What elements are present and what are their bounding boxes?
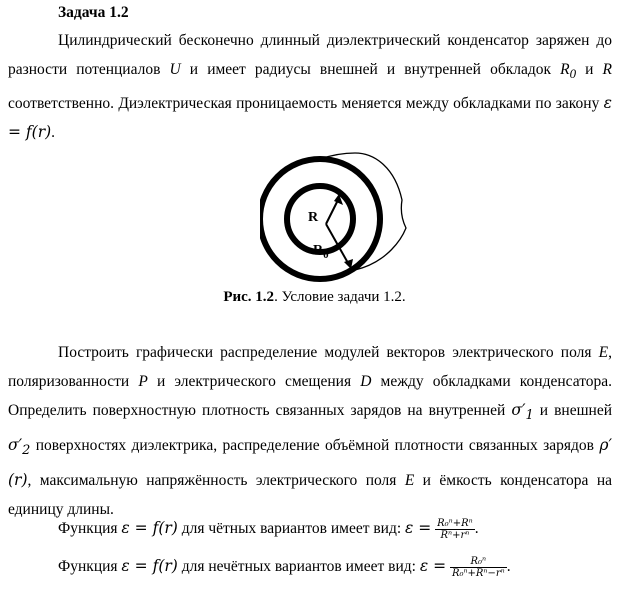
- symbol-sigma1: $\sigma'_1$: [511, 401, 534, 424]
- fraction-denominator: Rⁿ+rⁿ: [440, 530, 470, 541]
- symbol-rho: ρ′(r): [8, 436, 612, 489]
- epsilon-law: ε = f(r): [121, 557, 178, 576]
- symbol-sigma2: $\sigma'_2$: [8, 436, 31, 459]
- task-text-part: Построить графически распределение модулей векторов электрического поля: [58, 344, 599, 361]
- label-R: R: [308, 210, 319, 225]
- formula-text: Функция: [58, 558, 122, 576]
- symbol-R: R: [602, 60, 612, 78]
- task-text-part: между обкладками конденсатора. Определить поверхностную плотность связанных зарядов на внутренней: [8, 372, 613, 420]
- symbol-P: P: [138, 372, 148, 390]
- fraction-numerator: R₀ⁿ+Rⁿ: [437, 518, 473, 529]
- caption-text: . Условие задачи 1.2.: [274, 289, 406, 305]
- statement-text: и имеет радиусы внешней и внутренней обкладок: [180, 60, 561, 78]
- formula-even-line: [58, 518, 479, 541]
- task-text-part: и внешней: [533, 402, 612, 420]
- task-text-part: поверхностях диэлектрика, распределение объёмной плотности связанных зарядов: [30, 437, 600, 455]
- figure-caption: [0, 289, 629, 306]
- formula-end: .: [506, 558, 511, 576]
- formula-text: для чётных вариантов имеет вид:: [177, 520, 406, 538]
- task-text-part: и электрического смещения: [147, 372, 361, 390]
- symbol-D: D: [360, 372, 372, 390]
- problem-statement: [8, 27, 612, 148]
- symbol-E-max: E: [404, 472, 415, 489]
- symbol-R0: $R_0$: [560, 60, 577, 81]
- formula-text: для нечётных вариантов имеет вид:: [177, 558, 420, 576]
- formula-text: Функция: [58, 520, 122, 538]
- formula-lhs: ε =: [405, 519, 432, 538]
- formula-odd-line: [58, 556, 511, 579]
- label-R0: $R_0$: [313, 243, 329, 261]
- fraction-denominator: R₀ⁿ+Rⁿ−rⁿ: [451, 568, 505, 579]
- statement-text: соответственно. Диэлектрическая проницаемость меняется между обкладками по закону: [8, 94, 604, 112]
- outer-ring: [260, 159, 380, 279]
- formula-odd-fraction: [450, 556, 507, 579]
- task-text-part: и ёмкость конденсатора на единицу длины.: [8, 472, 612, 518]
- task-text-part: , поляризованности: [8, 344, 612, 390]
- formula-end: .: [474, 520, 479, 538]
- formula-lhs: ε =: [419, 557, 447, 576]
- capacitor-figure: [260, 150, 410, 282]
- statement-text: Цилиндрический бесконечно длинный диэлектрический конденсатор заряжен до разности потенциалов: [8, 32, 612, 78]
- epsilon-law: ε = f(r): [121, 519, 178, 538]
- caption-label: Рис. 1.2: [223, 289, 275, 305]
- statement-text: и: [576, 60, 603, 78]
- formula-even-fraction: [435, 518, 475, 541]
- statement-text: .: [51, 124, 56, 142]
- epsilon-law: ε = f(r): [8, 93, 612, 142]
- problem-heading: Задача 1.2: [58, 4, 129, 21]
- fraction-numerator: R₀ⁿ: [450, 556, 507, 568]
- task-text: [8, 339, 612, 524]
- symbol-U: U: [169, 60, 181, 78]
- task-text-part: , максимальную напряжённость электрического поля: [27, 472, 405, 489]
- symbol-E: E: [598, 344, 609, 361]
